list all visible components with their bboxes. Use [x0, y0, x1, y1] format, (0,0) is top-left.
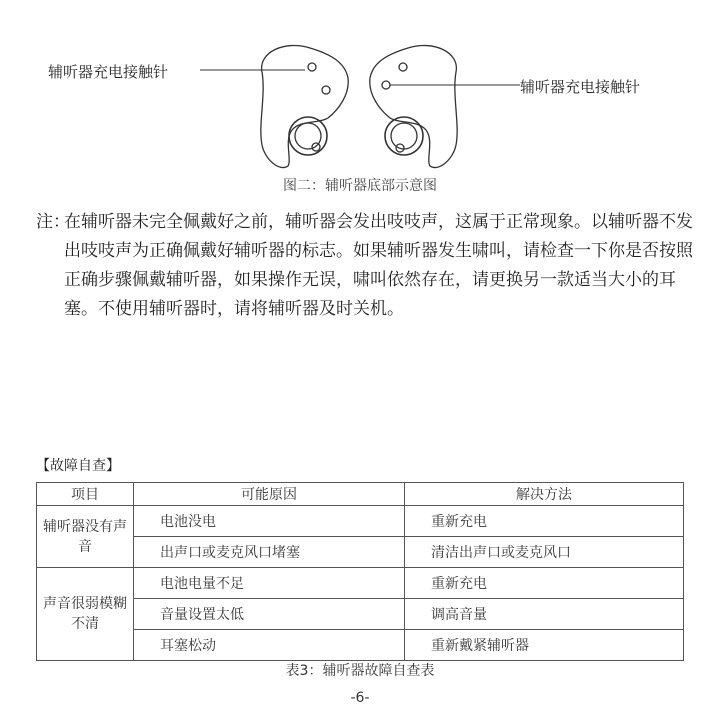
right-pin-label: 辅听器充电接触针 [520, 78, 641, 96]
group-item: 声音很弱模糊不清 [37, 568, 134, 661]
troubleshoot-table [36, 482, 684, 661]
table-row [37, 630, 684, 661]
solution-cell: 清洁出声口或麦克风口 [405, 537, 684, 568]
cause-cell: 出声口或麦克风口堵塞 [134, 537, 405, 568]
table-caption: 表3：辅听器故障自查表 [285, 663, 435, 679]
solution-cell: 调高音量 [405, 599, 684, 630]
table-header-row [37, 483, 684, 506]
cause-cell: 音量设置太低 [134, 599, 405, 630]
left-pin-label: 辅听器充电接触针 [48, 63, 169, 81]
header-cause: 可能原因 [134, 483, 405, 506]
header-item: 项目 [37, 483, 134, 506]
table-row [37, 599, 684, 630]
table-row [37, 537, 684, 568]
figure-caption: 图二：辅听器底部示意图 [283, 178, 437, 194]
cause-cell: 电池没电 [134, 506, 405, 537]
note-prefix: 注： [36, 212, 70, 232]
header-solution: 解决方法 [405, 483, 684, 506]
group-item: 辅听器没有声音 [37, 506, 134, 568]
cause-cell: 电池电量不足 [134, 568, 405, 599]
solution-cell: 重新充电 [405, 568, 684, 599]
hearing-aid-bottom-diagram [0, 0, 720, 200]
hearing-aid-illustration [0, 0, 720, 200]
note-paragraph [36, 208, 696, 324]
cause-cell: 耳塞松动 [134, 630, 405, 661]
note-text: 在辅听器未完全佩戴好之前，辅听器会发出吱吱声，这属于正常现象。以辅听器不发出吱吱声为正确佩戴好辅听器的标志。如果辅听器发生啸叫，请检查一下你是否按照正确步骤佩戴辅听器，如果操作无误，啸叫依然存在，请更换另一款适当大小的耳塞。不使用辅听器时，请将辅听器及时关机。 [64, 212, 693, 319]
solution-cell: 重新充电 [405, 506, 684, 537]
table-row [37, 506, 684, 537]
table-row [37, 568, 684, 599]
page-number: -6- [350, 690, 370, 706]
solution-cell: 重新戴紧辅听器 [405, 630, 684, 661]
troubleshoot-title: 【故障自查】 [36, 458, 120, 474]
